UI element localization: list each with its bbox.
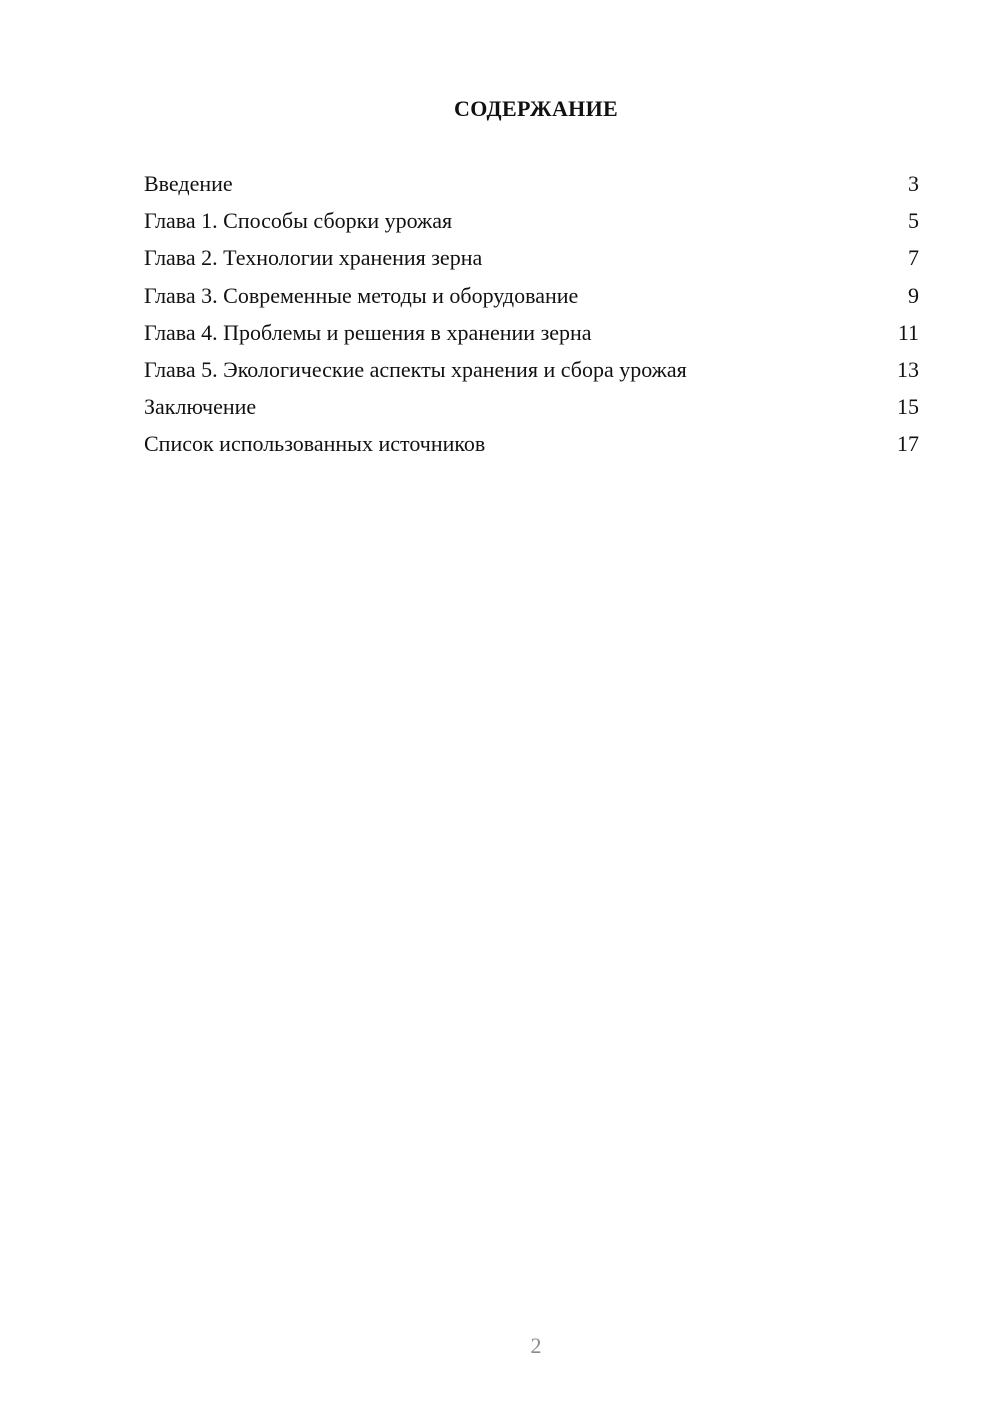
toc-entry-chapter-1 <box>144 206 919 243</box>
toc-entry-references <box>144 429 919 466</box>
table-of-contents <box>144 169 919 467</box>
toc-entry-label: Глава 3. Современные методы и оборудование <box>144 282 579 308</box>
toc-entry-label: Заключение <box>144 394 257 420</box>
toc-entry-introduction <box>144 169 919 206</box>
toc-entry-label: Введение <box>144 171 233 196</box>
toc-entry-page: 3 <box>908 171 919 196</box>
toc-entry-conclusion <box>144 392 919 429</box>
toc-entry-page: 5 <box>908 208 919 234</box>
toc-entry-page: 15 <box>897 394 919 420</box>
toc-entry-chapter-3 <box>144 281 919 318</box>
toc-entry-chapter-5 <box>144 355 919 392</box>
toc-entry-chapter-2 <box>144 243 919 280</box>
toc-entry-label: Глава 5. Экологические аспекты хранения и сбора урожая <box>144 356 687 382</box>
toc-entry-page: 17 <box>897 431 919 457</box>
page-number: 2 <box>530 1333 542 1358</box>
toc-entry-page: 11 <box>897 319 919 345</box>
toc-entry-page: 7 <box>908 245 919 271</box>
toc-entry-chapter-4 <box>144 318 919 355</box>
toc-entry-page: 13 <box>897 356 919 382</box>
toc-entry-label: Глава 4. Проблемы и решения в хранении зерна <box>144 319 592 345</box>
page-title: СОДЕРЖАНИЕ <box>454 96 618 121</box>
toc-entry-label: Глава 2. Технологии хранения зерна <box>144 245 483 271</box>
toc-entry-page: 9 <box>908 282 919 308</box>
toc-entry-label: Глава 1. Способы сборки урожая <box>144 208 453 234</box>
toc-entry-label: Список использованных источников <box>144 431 486 457</box>
